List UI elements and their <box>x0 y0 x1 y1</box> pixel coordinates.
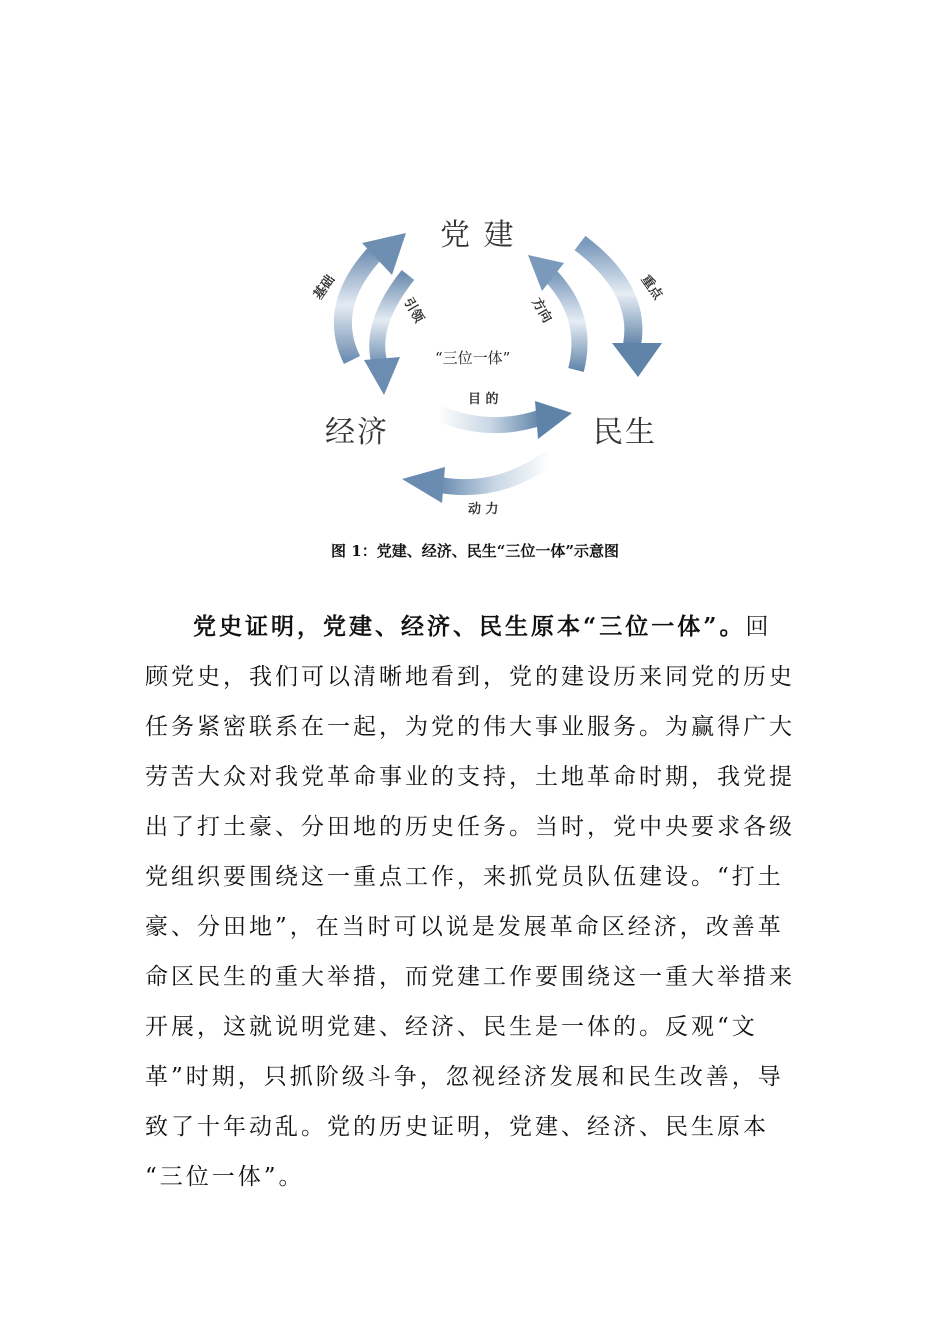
paragraph-line: 命区民生的重大举措，而党建工作要围绕这一重大举措来 <box>145 964 795 990</box>
node-livelihood: 民生 <box>593 415 657 450</box>
paragraph-line-1-tail: 回 <box>745 614 772 640</box>
right-outer-arrow <box>580 243 662 377</box>
paragraph-line: 顾党史，我们可以清晰地看到，党的建设历来同党的历史 <box>145 664 795 690</box>
paragraph-line: 开展，这就说明党建、经济、民生是一体的。反观“文 <box>145 1014 758 1040</box>
figure-caption: 图 1：党建、经济、民生“三位一体”示意图 <box>331 542 619 560</box>
paragraph-line: 劳苦大众对我党革命事业的支持，土地革命时期，我党提 <box>145 764 795 790</box>
label-guidance: 引领 <box>400 295 427 326</box>
label-focus: 重点 <box>637 272 665 303</box>
paragraph-lead: 党史证明，党建、经济、民生原本“三位一体”。 <box>193 613 746 640</box>
label-direction: 方向 <box>528 295 555 326</box>
label-purpose: 目 的 <box>468 392 499 407</box>
paragraph-line: 致了十年动乱。党的历史证明，党建、经济、民生原本 <box>145 1114 769 1140</box>
body-paragraph <box>145 602 805 1202</box>
paragraph-line: 党组织要围绕这一重点工作，来抓党员队伍建设。“打土 <box>145 864 784 890</box>
paragraph-line: 任务紧密联系在一起，为党的伟大事业服务。为赢得广大 <box>145 714 795 740</box>
three-in-one-diagram <box>280 195 680 525</box>
paragraph-line: 豪、分田地”，在当时可以说是发展革命区经济，改善革 <box>145 914 784 940</box>
label-foundation: 基础 <box>311 272 339 303</box>
paragraph-line: “三位一体”。 <box>145 1164 305 1190</box>
left-inner-arrow <box>364 275 408 395</box>
center-label: “三位一体” <box>435 349 511 367</box>
paragraph-line: 出了打土豪、分田地的历史任务。当时，党中央要求各级 <box>145 814 795 840</box>
paragraph-line-1 <box>145 602 805 652</box>
middle-arrow <box>438 401 572 439</box>
paragraph-line: 革”时期，只抓阶级斗争，忽视经济发展和民生改善，导 <box>145 1064 784 1090</box>
label-driving-force: 动 力 <box>468 502 499 517</box>
node-economy: 经济 <box>325 415 389 450</box>
bottom-arrow <box>402 457 550 503</box>
node-party-building: 党 建 <box>440 218 516 253</box>
